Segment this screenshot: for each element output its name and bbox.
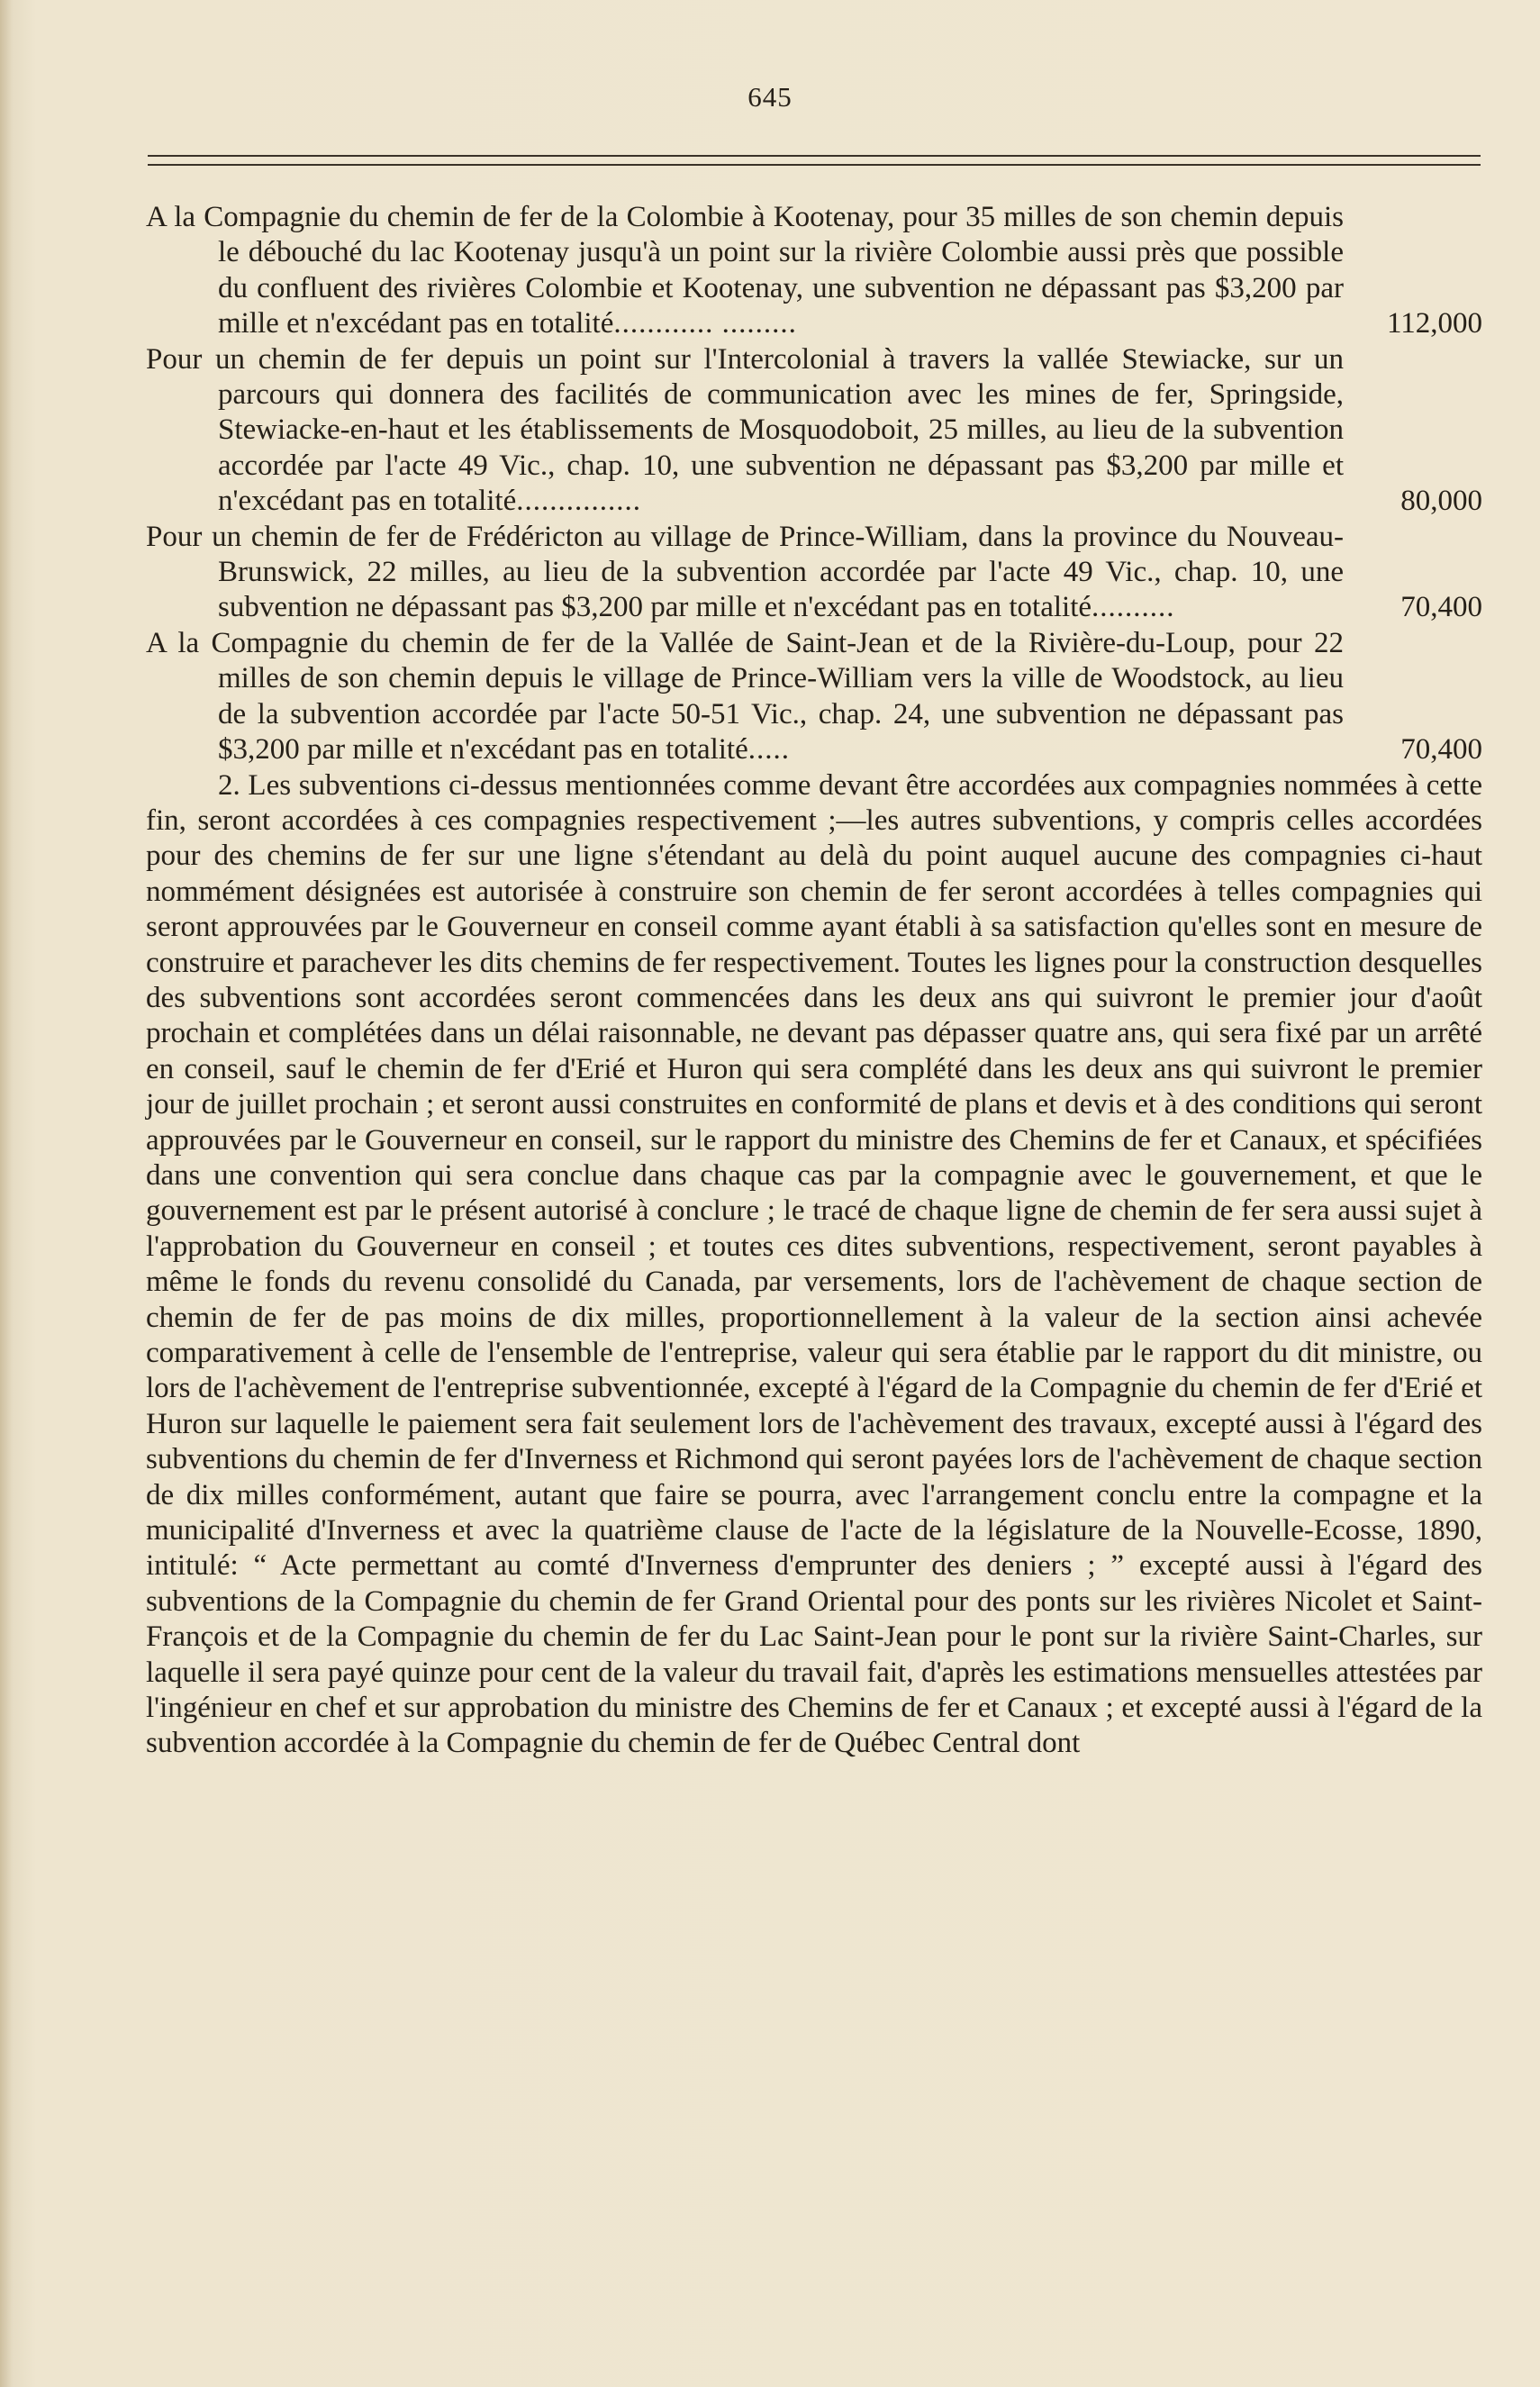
section-2-paragraph: 2. Les subventions ci-dessus mentionnées comme devant être accordées aux compagnies nommées à cette fin, seront accordées à ces compagnies respectivement ;—les autres subventions, y compris celles accordées pour des chemins de fer sur une ligne s'étendant au delà du point auquel aucune des compagnies ci-haut nommément désignées est autorisée à construire son chemin de fer seront accordées à telles compagnies qui seront approuvées par le Gouverneur en conseil comme ayant établi à sa satisfaction qu'elles sont en mesure de construire et parachever les dits chemins de fer respectivement. Toutes les lignes pour la construction desquelles des subventions sont accordées seront commencées dans les deux ans qui suivront le premier jour d'août prochain et complétées dans un délai raisonnable, ne devant pas dépasser quatre ans, qui sera fixé par un arrêté en conseil, sauf le chemin de fer d'Erié et Huron qui sera complété dans les deux ans qui suivront le premier jour de juillet prochain ; et seront aussi construites en conformité de plans et devis et à des conditions qui seront approuvées par le Gouverneur en conseil, sur le rapport du ministre des Chemins de fer et Canaux, et spécifiées dans une convention qui sera conclue dans chaque cas par la compagnie avec le gouvernement, et que le gouvernement est par le présent autorisé à conclure ; le tracé de chaque ligne de chemin de fer sera aussi sujet à l'approbation du Gouverneur en conseil ; et toutes ces dites subventions, respectivement, seront payables à même le fonds du revenu consolidé du Canada, par versements, lors de l'achèvement de chaque section de chemin de fer de pas moins de dix milles, proportionnellement à la valeur de la section ainsi achevée comparativement à celle de l'ensemble de l'entreprise, valeur qui sera établie par le rapport du dit ministre, ou lors de l'achèvement de l'entreprise subventionnée, excepté à l'égard de la Compagnie du chemin de fer d'Erié et Huron sur laquelle le paiement sera fait seulement lors de l'achèvement des travaux, excepté aussi à l'égard des subventions du chemin de fer d'Inverness et Richmond qui seront payées lors de l'achèvement de chaque section de dix milles conformément, autant que faire se pourra, avec l'arrangement conclu entre la compagne et la municipalité d'Inverness et avec la quatrième clause de l'acte de la législature de la Nouvelle-Ecosse, 1890, intitulé: “ Acte permettant au comté d'Inverness d'emprunter des deniers ; ” excepté aussi à l'égard des subventions de la Compagnie du chemin de fer Grand Oriental pour des ponts sur les rivières Nicolet et Saint-François et de la Compagnie du chemin de fer du Lac Saint-Jean pour le pont sur la rivière Saint-Charles, sur laquelle il sera payé quinze pour cent de la valeur du travail fait, d'après les estimations mensuelles attestées par l'ingénieur en chef et sur approbation du ministre des Chemins de fer et Canaux ; et excepté aussi à l'égard de la subvention accordée à la Compagnie du chemin de fer de Québec Central dont xyxy=(146,768,1482,1760)
subsidy-entry-stewiacke xyxy=(146,342,1482,520)
entry-amount: 70,400 xyxy=(1400,733,1482,767)
page-content xyxy=(146,200,1482,1762)
entry-amount: 70,400 xyxy=(1400,591,1482,624)
header-rule-bottom xyxy=(148,164,1481,166)
subsidy-entry-fredericton xyxy=(146,520,1482,626)
subsidy-entry-saint-jean xyxy=(146,626,1482,768)
subsidy-entry-kootenay xyxy=(146,200,1482,342)
entry-text: A la Compagnie du chemin de fer de la Colombie à Kootenay, pour 35 milles de son chemin depuis le débouché du lac Kootenay jusqu'à un point sur la rivière Colombie aussi près que possible du confluent des rivières Colombie et Kootenay, une subvention ne dépassant pas $3,200 par mille et n'excédant pas en totalité xyxy=(146,201,1344,340)
entry-amount: 80,000 xyxy=(1400,485,1482,518)
header-rule-top xyxy=(148,155,1481,157)
entry-text: A la Compagnie du chemin de fer de la Vallée de Saint-Jean et de la Rivière-du-Loup, pour 22 milles de son chemin depuis le village de Prince-William vers la ville de Woodstock, au lieu de la subvention accordée par l'acte 50-51 Vic., chap. 24, une subvention ne dépassant pas $3,200 par mille et n'excédant pas en totalité xyxy=(146,626,1344,767)
entry-amount: 112,000 xyxy=(1386,307,1482,340)
page-number: 645 xyxy=(747,81,793,113)
leader-dots: .......... xyxy=(1092,591,1175,624)
entry-text: Pour un chemin de fer de Frédéricton au village de Prince-William, dans la province du Nouveau-Brunswick, 22 milles, au lieu de la subvention accordée par l'acte 49 Vic., chap. 10, une subvention ne dépassant pas $3,200 par mille et n'excédant pas en totalité xyxy=(146,520,1344,624)
entry-text: Pour un chemin de fer depuis un point sur l'Intercolonial à travers la vallée Stewiacke, sur un parcours qui donnera des facilités de communication avec les mines de fer, Springside, Stewiacke-en-haut et les établissements de Mosquodoboit, 25 milles, au lieu de la subvention accordée par l'acte 49 Vic., chap. 10, une subvention ne dépassant pas $3,200 par mille et n'excédant pas en totalité xyxy=(146,342,1344,518)
leader-dots: ............ ......... xyxy=(613,307,797,340)
leader-dots: ............... xyxy=(516,485,641,518)
leader-dots: ..... xyxy=(747,733,790,767)
